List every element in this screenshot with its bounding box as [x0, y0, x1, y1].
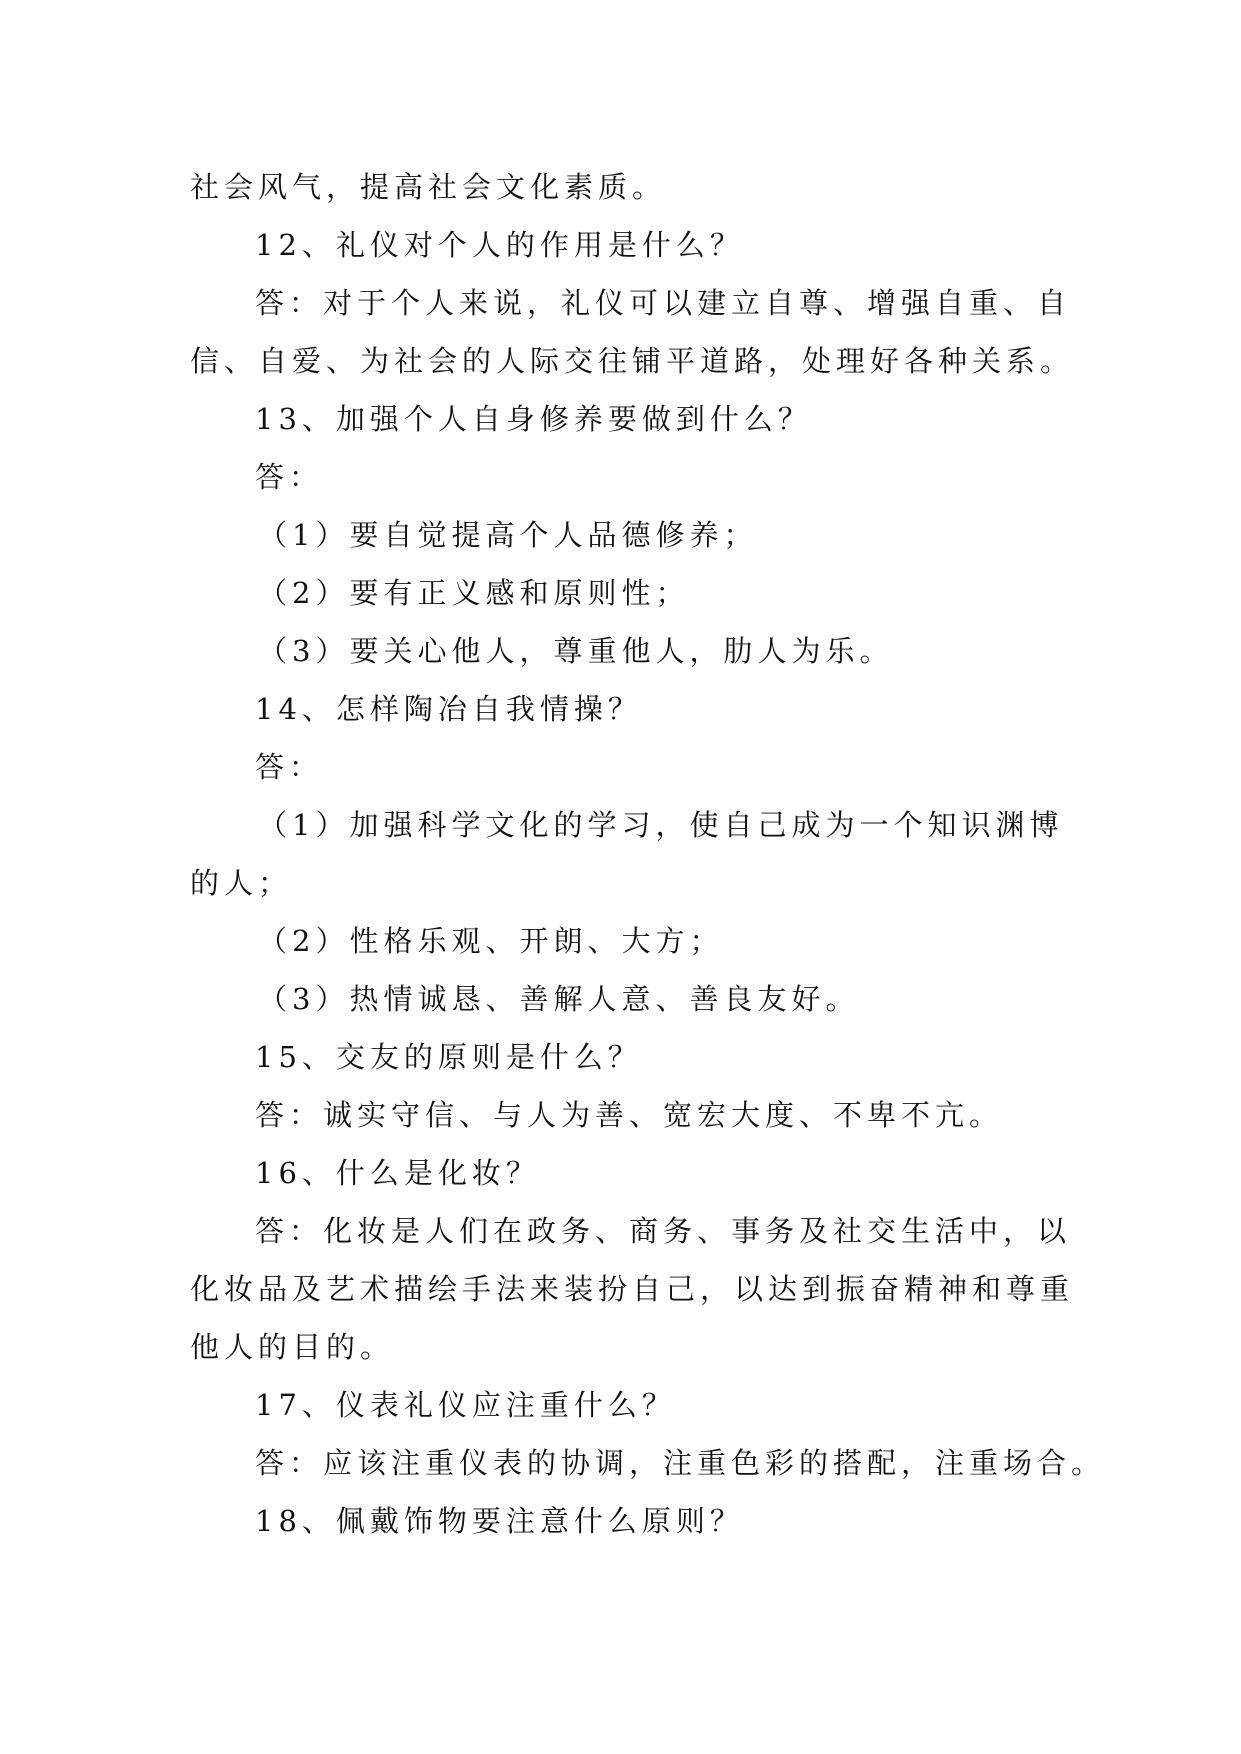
- answer-12-line-1: 答：对于个人来说，礼仪可以建立自尊、增强自重、自: [255, 286, 1072, 320]
- answer-13-label: 答：: [255, 460, 324, 494]
- question-18: 18、佩戴饰物要注意什么原则？: [255, 1504, 744, 1538]
- question-14: 14、怎样陶冶自我情操？: [255, 692, 642, 726]
- answer-15: 答：诚实守信、与人为善、宽宏大度、不卑不亢。: [255, 1098, 1004, 1132]
- answer-16-line-3: 他人的目的。: [190, 1330, 395, 1364]
- answer-17: 答：应该注重仪表的协调，注重色彩的搭配，注重场合。: [255, 1446, 1106, 1480]
- question-17: 17、仪表礼仪应注重什么？: [255, 1388, 676, 1422]
- answer-14-item-2: （2）性格乐观、开朗、大方；: [258, 924, 724, 958]
- answer-16-line-2: 化妆品及艺术描绘手法来装扮自己，以达到振奋精神和尊重: [190, 1272, 1075, 1306]
- answer-14-item-3: （3）热情诚恳、善解人意、善良友好。: [258, 982, 860, 1016]
- answer-12-line-2: 信、自爱、为社会的人际交往铺平道路，处理好各种关系。: [190, 344, 1075, 378]
- question-13: 13、加强个人自身修养要做到什么？: [255, 402, 812, 436]
- answer-13-item-1: （1）要自觉提高个人品德修养；: [258, 518, 758, 552]
- answer-13-item-3: （3）要关心他人，尊重他人，肋人为乐。: [258, 634, 894, 668]
- question-15: 15、交友的原则是什么？: [255, 1040, 642, 1074]
- question-16: 16、什么是化妆？: [255, 1156, 540, 1190]
- text-line-1: 社会风气，提高社会文化素质。: [190, 170, 667, 204]
- question-12: 12、礼仪对个人的作用是什么？: [255, 228, 744, 262]
- answer-13-item-2: （2）要有正义感和原则性；: [258, 576, 690, 610]
- answer-14-label: 答：: [255, 750, 324, 784]
- answer-16-line-1: 答：化妆是人们在政务、商务、事务及社交生活中，以: [255, 1214, 1072, 1248]
- answer-14-item-1-cont: 的人；: [190, 866, 293, 900]
- answer-14-item-1: （1）加强科学文化的学习，使自己成为一个知识渊博: [258, 808, 1064, 842]
